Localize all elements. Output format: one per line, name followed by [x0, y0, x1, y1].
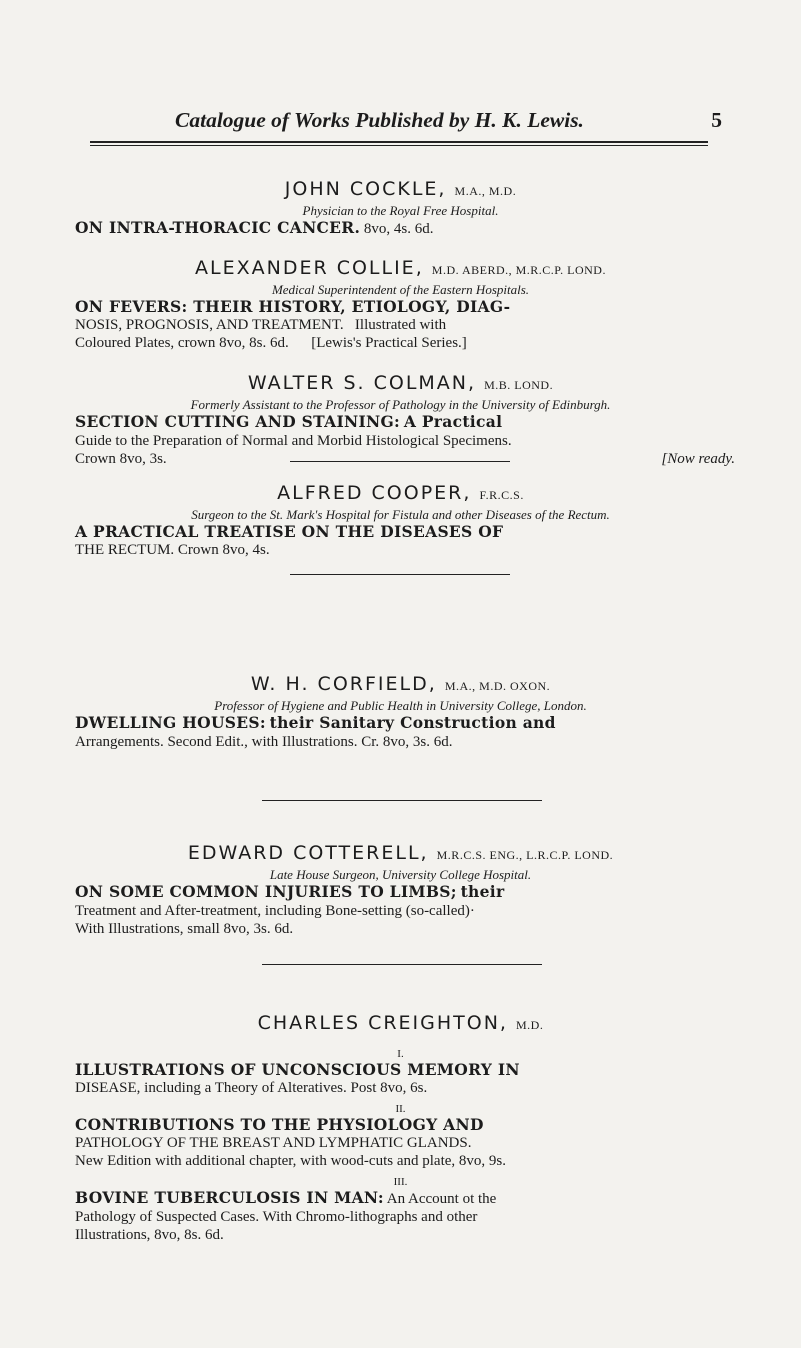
author-name: WALTER S. COLMAN, M.B. LOND.: [247, 372, 554, 394]
work-listing: ILLUSTRATIONS OF UNCONSCIOUS MEMORY IN DISEASE, including a Theory of Alteratives. Post 8vo, 6s.: [75, 1060, 520, 1096]
work-listing: ON FEVERS: THEIR HISTORY, ETIOLOGY, DIAG- NOSIS, PROGNOSIS, AND TREATMENT. Illustrated with Coloured Plates, crown 8vo, 8s. 6d. [Lewis's Practical Series.]: [75, 297, 511, 351]
header-rule: [90, 141, 708, 143]
header-rule-thin: [90, 145, 708, 146]
work-listing: DWELLING HOUSES: their Sanitary Construction and Arrangements. Second Edit., with Illustrations. Cr. 8vo, 3s. 6d.: [75, 713, 556, 750]
entry-colman: [0, 372, 801, 468]
work-number: I.: [397, 1048, 404, 1060]
author-affiliation: Professor of Hygiene and Public Health in University College, London.: [214, 698, 587, 713]
author-name: EDWARD COTTERELL, M.R.C.S. ENG., L.R.C.P. LOND.: [187, 842, 614, 864]
separator-rule: [290, 574, 510, 575]
entry-cockle: [0, 178, 801, 238]
work-listing: ON SOME COMMON INJURIES TO LIMBS; their Treatment and After-treatment, including Bone-setting (so-called)· With Illustrations, small 8vo, 3s. 6d.: [75, 882, 505, 937]
entry-cooper: [0, 482, 801, 559]
author-affiliation: Late House Surgeon, University College Hospital.: [269, 867, 532, 882]
separator-rule: [262, 800, 542, 801]
author-name: CHARLES CREIGHTON, M.D.: [257, 1012, 544, 1034]
separator-rule: [290, 461, 510, 462]
author-name: ALEXANDER COLLIE, M.D. ABERD., M.R.C.P. LOND.: [195, 257, 606, 279]
author-name: W. H. CORFIELD, M.A., M.D. OXON.: [250, 673, 551, 695]
work-listing: CONTRIBUTIONS TO THE PHYSIOLOGY AND PATHOLOGY OF THE BREAST AND LYMPHATIC GLANDS. New Edition with additional chapter, with wood-cuts and plate, 8vo, 9s.: [75, 1115, 506, 1169]
author-affiliation: Medical Superintendent of the Eastern Hospitals.: [271, 282, 530, 297]
separator-rule: [262, 964, 542, 965]
work-number: II.: [395, 1103, 406, 1115]
page-number: 5: [711, 108, 722, 132]
author-name: ALFRED COOPER, F.R.C.S.: [277, 482, 524, 504]
work-listing: SECTION CUTTING AND STAINING: A Practical Guide to the Preparation of Normal and Morbid Histological Specimens. Crown 8vo, 3s. [Now ready.: [75, 412, 735, 467]
entry-creighton: [0, 1012, 801, 1244]
author-affiliation: Surgeon to the St. Mark's Hospital for Fistula and other Diseases of the Rectum.: [191, 507, 610, 522]
entry-collie: [0, 257, 801, 352]
entry-cotterell: [0, 842, 801, 938]
page-header-title: Catalogue of Works Published by H. K. Lewis.: [175, 108, 584, 132]
work-number: III.: [393, 1176, 408, 1188]
author-name: JOHN COCKLE, M.A., M.D.: [284, 178, 517, 200]
work-listing: ON INTRA-THORACIC CANCER. 8vo, 4s. 6d.: [75, 218, 434, 237]
work-listing: A PRACTICAL TREATISE ON THE DISEASES OF THE RECTUM. Crown 8vo, 4s.: [75, 522, 504, 558]
author-affiliation: Physician to the Royal Free Hospital.: [302, 203, 499, 218]
work-listing: BOVINE TUBERCULOSIS IN MAN: An Account ot the Pathology of Suspected Cases. With Chromo-lithographs and other Illustrations, 8vo, 8s. 6d.: [75, 1188, 497, 1243]
author-affiliation: Formerly Assistant to the Professor of Pathology in the University of Edinburgh.: [190, 397, 611, 412]
entry-corfield: [0, 673, 801, 751]
